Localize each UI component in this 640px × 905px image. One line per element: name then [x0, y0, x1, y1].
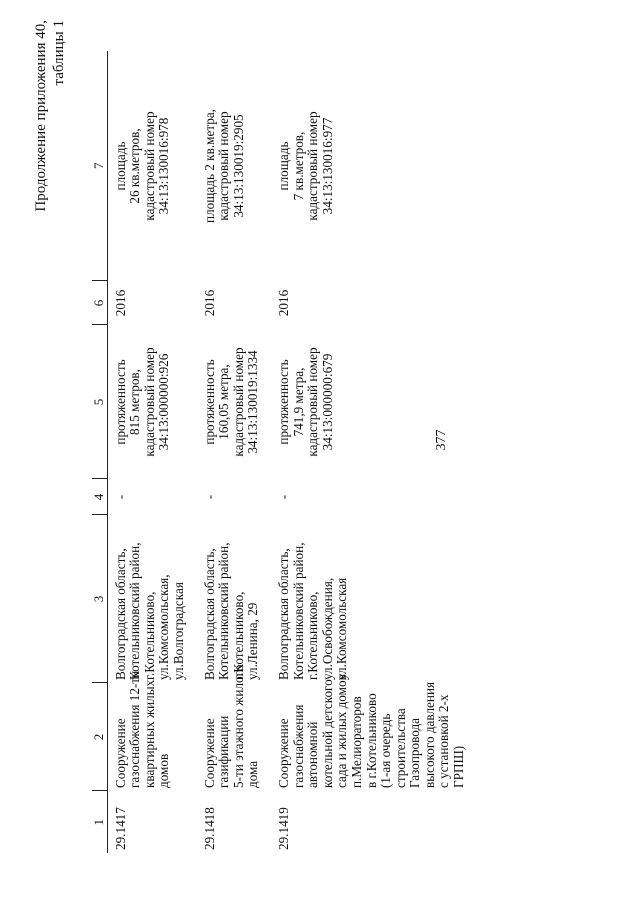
object-characteristic-line: кадастровый номер	[141, 347, 157, 457]
object-characteristic-line: 815 метров,	[127, 369, 143, 435]
land-plot-info-line: 34:13:130019:2905	[230, 114, 246, 218]
land-plot-info-cell	[197, 51, 271, 281]
object-address-line: ул.Комсомольская	[334, 577, 350, 680]
object-address-line: ул.Освобождения,	[319, 577, 335, 680]
object-characteristic-line: протяженность	[275, 359, 291, 445]
table-row	[197, 51, 271, 853]
object-name-line: домов	[156, 753, 172, 788]
object-name-line: сада и жилых домов	[334, 674, 350, 788]
object-name-line: с установкой 2-х	[436, 694, 452, 788]
land-plot-info-line: площадь 2 кв.метра,	[201, 109, 217, 223]
object-name-line: в г.Котельниково	[363, 693, 379, 788]
object-name-line: (1-ая очередь	[378, 713, 394, 788]
object-address-line: Волгоградская область,	[275, 548, 291, 680]
object-characteristic-line: протяженность	[201, 359, 217, 445]
commission-year-cell: 2016	[275, 289, 291, 317]
land-plot-info-line: 26 кв.метров,	[127, 128, 143, 204]
object-characteristic-line: кадастровый номер	[230, 347, 246, 457]
land-plot-info-line: площадь	[275, 141, 291, 191]
page-number: 377	[434, 429, 449, 451]
object-address-line: Котельниковский район,	[127, 542, 143, 680]
row-number-cell: 29.1418	[201, 807, 217, 850]
land-plot-info-line: кадастровый номер	[141, 111, 157, 221]
column-4-value-cell: -	[112, 494, 128, 500]
object-characteristic-line: 160,05 метра,	[216, 364, 232, 440]
continuation-title	[32, 20, 68, 380]
continuation-line-2: таблицы 1	[51, 20, 67, 86]
object-name-line: 5-ти этажного жилого	[230, 664, 246, 788]
object-address-line: ул.Комсомольская,	[156, 574, 172, 680]
commission-year-cell: 2016	[112, 289, 128, 317]
column-header-1: 1	[92, 791, 107, 853]
row-number-cell: 29.1417	[112, 807, 128, 850]
property-register-table	[92, 51, 477, 853]
object-name-line: Газопровода	[407, 717, 423, 788]
object-address-line: Котельниковский район,	[216, 542, 232, 680]
land-plot-info-line: кадастровый номер	[305, 111, 321, 221]
object-address-line: г.Котельниково,	[141, 591, 157, 680]
object-address-line: Волгоградская область,	[112, 548, 128, 680]
object-name-line: Сооружение	[275, 718, 291, 788]
object-address-line: Волгоградская область,	[201, 548, 217, 680]
land-plot-info-line: 34:13:130016:978	[156, 117, 172, 215]
column-header-2: 2	[92, 683, 107, 791]
column-header-3: 3	[92, 515, 107, 683]
table-body	[107, 51, 477, 853]
object-name-line: Сооружение	[112, 718, 128, 788]
object-address-line: ул.Волгоградская	[170, 582, 186, 680]
object-name-line: котельной детского	[319, 679, 335, 788]
object-characteristic-cell	[107, 325, 196, 479]
object-address-line: ул.Ленина, 29	[245, 602, 261, 680]
column-header-6: 6	[92, 281, 107, 325]
object-name-line: строительства	[392, 708, 408, 788]
object-name-cell	[197, 664, 271, 791]
object-name-line: дома	[245, 760, 261, 788]
object-name-line: п.Мелиораторов	[348, 696, 364, 788]
continuation-line-1: Продолжение приложения 40,	[33, 20, 49, 212]
object-name-line: газоснабжения 12-ти	[127, 670, 143, 788]
land-plot-info-line: кадастровый номер	[216, 111, 232, 221]
column-4-value-cell: -	[201, 494, 217, 500]
object-name-line: высокого давления	[421, 681, 437, 788]
column-number-row	[92, 51, 107, 853]
column-header-7: 7	[92, 51, 107, 281]
object-name-line: квартирных жилых	[141, 679, 157, 788]
table-row	[107, 51, 196, 853]
land-plot-info-cell	[271, 51, 477, 281]
object-characteristic-cell	[271, 325, 477, 479]
object-name-line: Сооружение	[201, 718, 217, 788]
object-characteristic-line: кадастровый номер	[305, 347, 321, 457]
object-name-line: газоснабжения	[290, 704, 306, 788]
object-name-line: газификации	[216, 715, 232, 788]
object-address-line: г.Котельниково,	[305, 591, 321, 680]
object-address-cell	[197, 515, 271, 683]
row-number-cell: 29.1419	[275, 807, 291, 850]
object-name-cell	[107, 670, 196, 791]
object-characteristic-line: 34:13:130019:1334	[245, 350, 261, 454]
object-name-line: ГРПШ)	[451, 745, 467, 788]
land-plot-info-cell	[107, 51, 196, 281]
object-address-line: г.Котельниково,	[230, 591, 246, 680]
object-characteristic-line: 34:13:000000:926	[156, 353, 172, 451]
object-name-line: автономной	[305, 721, 321, 788]
land-plot-info-line: 34:13:130016:977	[319, 117, 335, 215]
object-characteristic-line: 34:13:000000:679	[319, 353, 335, 451]
object-characteristic-line: протяженность	[112, 359, 128, 445]
column-4-value-cell: -	[275, 494, 291, 500]
object-name-cell	[271, 674, 477, 791]
column-header-5: 5	[92, 325, 107, 479]
object-characteristic-cell	[197, 325, 271, 479]
table-row	[271, 51, 477, 853]
land-plot-info-line: площадь	[112, 141, 128, 191]
object-address-cell	[107, 515, 196, 683]
object-characteristic-line: 741,9 метра,	[290, 367, 306, 437]
land-plot-info-line: 7 кв.метров,	[290, 131, 306, 201]
object-address-line: Котельниковский район,	[290, 542, 306, 680]
object-address-cell	[271, 515, 477, 683]
commission-year-cell: 2016	[201, 289, 217, 317]
column-header-4: 4	[92, 479, 107, 515]
